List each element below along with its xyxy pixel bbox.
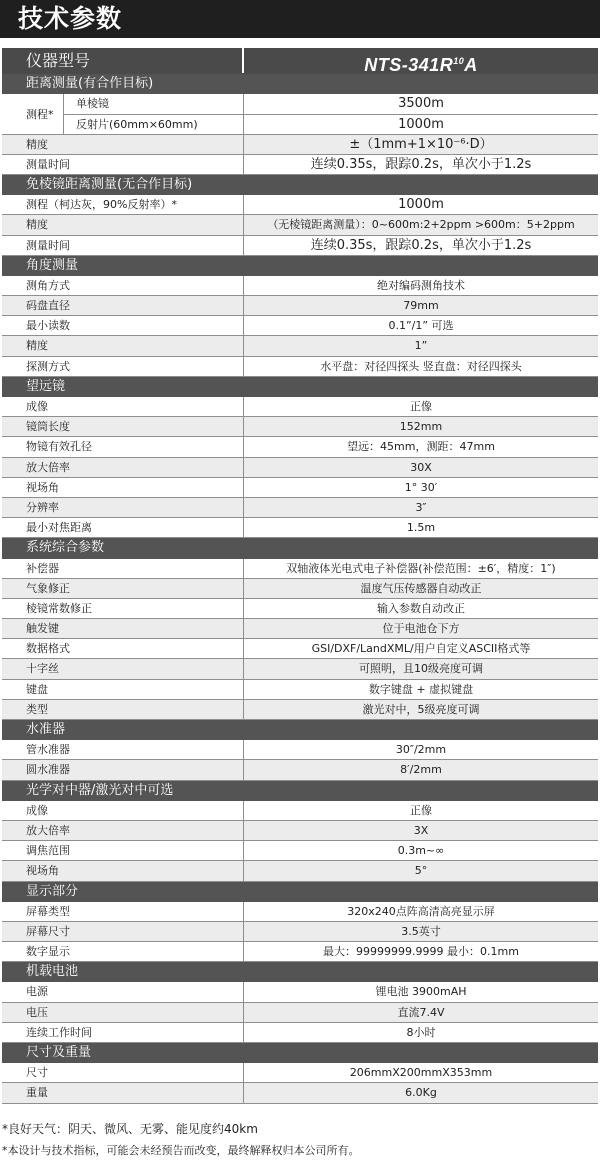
spec-label: 放大倍率 <box>2 821 244 840</box>
spec-label: 精度 <box>2 135 244 154</box>
spec-value: 8小时 <box>406 1025 436 1039</box>
spec-label: 最小对焦距离 <box>2 518 244 537</box>
spec-value: 1000m <box>398 116 444 132</box>
spec-row <box>2 982 598 1002</box>
footnotes <box>2 1119 598 1161</box>
spec-value: 连续0.35s，跟踪0.2s，单次小于1.2s <box>310 156 532 172</box>
spec-value: （无棱镜距离测量）：0~600m:2+2ppm >600m：5+2ppm <box>267 218 575 232</box>
spec-row <box>2 397 598 417</box>
spec-row <box>2 135 598 155</box>
model-value <box>244 48 598 73</box>
spec-row <box>2 942 598 962</box>
spec-row <box>2 740 598 760</box>
spec-value: 3500m <box>398 96 444 112</box>
spec-label: 数据格式 <box>2 639 244 658</box>
spec-label: 测程（柯达灰，90%反射率）* <box>2 195 244 214</box>
spec-row <box>2 861 598 881</box>
spec-label: 最小读数 <box>2 316 244 335</box>
spec-label: 测量时间 <box>2 236 244 255</box>
spec-value: 绝对编码测角技术 <box>377 278 465 292</box>
spec-row <box>2 1003 598 1023</box>
spec-label: 调焦范围 <box>2 841 244 860</box>
model-row <box>2 48 598 74</box>
spec-value: 双轴液体光电式电子补偿器(补偿范围：±6′，精度：1″) <box>286 561 556 575</box>
spec-value: 输入参数自动改正 <box>377 601 465 615</box>
spec-label: 码盘直径 <box>2 296 244 315</box>
spec-row <box>2 215 598 235</box>
spec-label: 管水准器 <box>2 740 244 759</box>
section-header: 机载电池 <box>2 962 598 982</box>
section-header: 光学对中器/激光对中可选 <box>2 781 598 801</box>
spec-row <box>2 458 598 478</box>
spec-value: 320x240点阵高清高亮显示屏 <box>347 904 495 918</box>
spec-value: 直流7.4V <box>397 1005 445 1019</box>
spec-label: 精度 <box>2 336 244 355</box>
spec-row <box>2 760 598 780</box>
spec-label: 视场角 <box>2 861 244 880</box>
spec-row <box>2 437 598 457</box>
spec-row <box>2 579 598 599</box>
spec-row <box>2 559 598 579</box>
spec-value: 30″/2mm <box>395 743 447 757</box>
spec-label: 圆水准器 <box>2 760 244 779</box>
group-label: 测程* <box>2 94 64 133</box>
section-header: 系统综合参数 <box>2 538 598 558</box>
spec-row <box>2 700 598 720</box>
footnote-disclaimer: *本设计与技术指标，可能会未经预告而改变，最终解释权归本公司所有。 <box>2 1144 360 1157</box>
spec-value: 锂电池 3900mAH <box>375 985 467 999</box>
spec-row <box>2 336 598 356</box>
model-name: NTS-341R <box>364 55 454 73</box>
spec-value: 水平盘：对径四探头 竖直盘：对径四探头 <box>320 359 522 373</box>
spec-label: 电源 <box>2 982 244 1001</box>
spec-label: 精度 <box>2 215 244 234</box>
section-header: 水准器 <box>2 720 598 740</box>
spec-row <box>2 841 598 861</box>
spec-value: 正像 <box>410 803 432 817</box>
spec-row <box>2 276 598 296</box>
spec-value: 1” <box>414 339 428 353</box>
spec-value: 8′/2mm <box>400 763 442 777</box>
footnote-weather: *良好天气：阴天、微风、无雾、能见度约40km <box>2 1122 258 1136</box>
spec-table <box>2 48 598 1104</box>
spec-value: 0.3m~∞ <box>397 844 445 858</box>
spec-value: 152mm <box>399 420 443 434</box>
spec-row <box>2 599 598 619</box>
spec-label: 屏幕尺寸 <box>2 922 244 941</box>
spec-row <box>2 357 598 377</box>
spec-label: 屏幕类型 <box>2 902 244 921</box>
spec-label: 键盘 <box>2 680 244 699</box>
spec-label: 补偿器 <box>2 559 244 578</box>
spec-value: 5° <box>414 864 428 878</box>
spec-value: 最大：99999999.9999 最小：0.1mm <box>323 945 519 959</box>
spec-label: 探测方式 <box>2 357 244 376</box>
spec-label: 数字显示 <box>2 942 244 961</box>
spec-value: 206mmX200mmX353mm <box>349 1066 493 1080</box>
spec-row <box>2 801 598 821</box>
section-header: 免棱镜距离测量(无合作目标) <box>2 175 598 195</box>
spec-value: 正像 <box>410 400 432 413</box>
model-superscript: 10 <box>453 56 465 66</box>
spec-label: 尺寸 <box>2 1063 244 1082</box>
spec-label: 物镜有效孔径 <box>2 437 244 456</box>
spec-group <box>2 94 598 134</box>
header-bar <box>0 0 600 38</box>
spec-label: 成像 <box>2 397 244 416</box>
spec-label: 气象修正 <box>2 579 244 598</box>
spec-value: ±（1mm+1×10⁻⁶·D） <box>349 136 493 152</box>
section-header: 显示部分 <box>2 882 598 902</box>
spec-label: 电压 <box>2 1003 244 1022</box>
page-title: 技术参数 <box>18 4 123 33</box>
spec-row <box>2 236 598 256</box>
spec-value: 3″ <box>415 500 427 514</box>
spec-label: 重量 <box>2 1083 244 1102</box>
spec-label: 视场角 <box>2 478 244 497</box>
spec-row <box>2 821 598 841</box>
spec-row <box>2 316 598 336</box>
spec-value: 温度气压传感器自动改正 <box>360 581 482 595</box>
spec-value: 30X <box>410 460 432 474</box>
spec-subrow <box>64 94 598 114</box>
spec-value: 位于电池仓下方 <box>382 622 460 636</box>
spec-label: 测角方式 <box>2 276 244 295</box>
spec-row <box>2 619 598 639</box>
spec-row <box>2 296 598 316</box>
section-header: 望远镜 <box>2 377 598 397</box>
spec-label: 单棱镜 <box>64 94 244 114</box>
spec-value: 激光对中，5级亮度可调 <box>362 702 480 716</box>
spec-row <box>2 498 598 518</box>
spec-value: 6.0Kg <box>405 1086 437 1100</box>
spec-row <box>2 680 598 700</box>
spec-value: 望远：45mm，测距：47mm <box>347 440 495 454</box>
spec-row <box>2 155 598 175</box>
spec-value: 1000m <box>398 197 444 213</box>
spec-label: 分辨率 <box>2 498 244 517</box>
spec-value: 3.5英寸 <box>401 924 441 938</box>
model-suffix: A <box>464 55 478 73</box>
spec-row <box>2 195 598 215</box>
spec-label: 镜筒长度 <box>2 417 244 436</box>
spec-label: 放大倍率 <box>2 458 244 477</box>
spec-value: 3X <box>413 823 429 837</box>
section-header: 距离测量(有合作目标) <box>2 74 598 94</box>
spec-value: 0.1”/1” 可选 <box>388 319 454 333</box>
spec-row <box>2 922 598 942</box>
spec-value: 1.5m <box>406 521 436 535</box>
spec-row <box>2 478 598 498</box>
spec-label: 连续工作时间 <box>2 1023 244 1042</box>
spec-label: 类型 <box>2 700 244 719</box>
section-header: 尺寸及重量 <box>2 1043 598 1063</box>
spec-label: 十字丝 <box>2 659 244 678</box>
spec-label: 测量时间 <box>2 155 244 174</box>
section-header: 角度测量 <box>2 256 598 276</box>
model-label: 仪器型号 <box>2 48 244 73</box>
spec-value: 数字键盘 + 虚拟键盘 <box>368 682 474 696</box>
spec-value: 1° 30′ <box>404 480 438 494</box>
spec-value: 连续0.35s，跟踪0.2s，单次小于1.2s <box>310 237 532 253</box>
spec-label: 成像 <box>2 801 244 820</box>
spec-row <box>2 902 598 922</box>
spec-label: 棱镜常数修正 <box>2 599 244 618</box>
spec-value: GSI/DXF/LandXML/用户自定义ASCII格式等 <box>311 642 531 656</box>
spec-row <box>2 1063 598 1083</box>
spec-value: 79mm <box>403 299 439 313</box>
spec-row <box>2 518 598 538</box>
spec-subrow <box>64 114 598 134</box>
spec-row <box>2 417 598 437</box>
spec-row <box>2 1083 598 1103</box>
spec-row <box>2 659 598 679</box>
spec-label: 反射片(60mm×60mm) <box>64 115 244 134</box>
spec-row <box>2 639 598 659</box>
spec-label: 触发键 <box>2 619 244 638</box>
spec-value: 可照明，且10级亮度可调 <box>359 662 483 676</box>
spec-row <box>2 1023 598 1043</box>
